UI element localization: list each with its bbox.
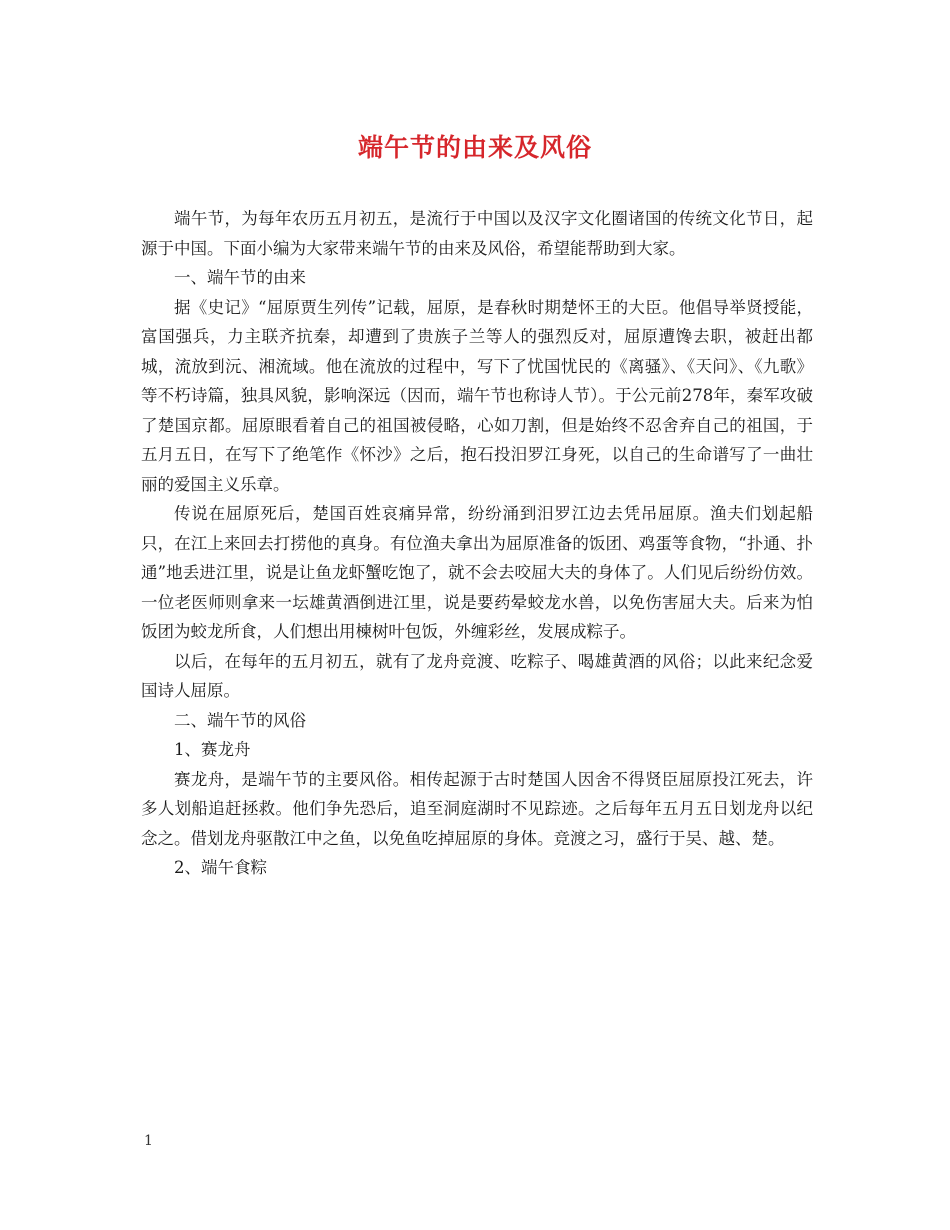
- document-body: [141, 204, 813, 883]
- subheading-zongzi: 2、端午食粽: [174, 858, 267, 877]
- paragraph-dragon-boat: 赛龙舟，是端午节的主要风俗。相传起源于古时楚国人因舍不得贤臣屈原投江死去，许多人划船追赶拯救。他们争先恐后，追至洞庭湖时不见踪迹。之后每年五月五日划龙舟以纪念之。借划龙舟驱散江中之鱼，以免鱼吃掉屈原的身体。竞渡之习，盛行于吴、越、楚。: [141, 769, 813, 848]
- section-heading-origin: 一、端午节的由来: [174, 268, 306, 287]
- paragraph-origin-legend: 传说在屈原死后，楚国百姓哀痛异常，纷纷涌到汨罗江边去凭吊屈原。渔夫们划起船只，在江上来回去打捞他的真身。有位渔夫拿出为屈原准备的饭团、鸡蛋等食物，“扑通、扑通”地丢进江里，说是让鱼龙虾蟹吃饱了，就不会去咬屈大夫的身体了。人们见后纷纷仿效。一位老医师则拿来一坛雄黄酒倒进江里，说是要药晕蛟龙水兽，以免伤害屈大夫。后来为怕饭团为蛟龙所食，人们想出用楝树叶包饭，外缠彩丝，发展成粽子。: [141, 504, 813, 641]
- section-heading-customs: 二、端午节的风俗: [174, 710, 306, 730]
- subheading-dragon-boat: 1、赛龙舟: [174, 740, 251, 759]
- document-title: 端午节的由来及风俗: [357, 133, 592, 162]
- page-number: 1: [144, 1133, 153, 1149]
- paragraph-intro: 端午节，为每年农历五月初五，是流行于中国以及汉字文化圈诸国的传统文化节日，起源于中国。下面小编为大家带来端午节的由来及风俗，希望能帮助到大家。: [141, 209, 813, 258]
- paragraph-origin-shiji: 据《史记》“屈原贾生列传”记载，屈原，是春秋时期楚怀王的大臣。他倡导举贤授能，富国强兵，力主联齐抗秦，却遭到了贵族子兰等人的强烈反对，屈原遭馋去职，被赶出都城，流放到沅、湘流域。他在流放的过程中，写下了忧国忧民的《离骚》、《天问》、《九歌》等不朽诗篇，独具风貌，影响深远（因而，端午节也称诗人节）。于公元前278年，秦军攻破了楚国京都。屈原眼看着自己的祖国被侵略，心如刀割，但是始终不忍舍弃自己的祖国，于五月五日，在写下了绝笔作《怀沙》之后，抱石投汨罗江身死，以自己的生命谱写了一曲壮丽的爱国主义乐章。: [141, 297, 813, 494]
- paragraph-origin-custom: 以后，在每年的五月初五，就有了龙舟竞渡、吃粽子、喝雄黄酒的风俗；以此来纪念爱国诗人屈原。: [141, 651, 813, 700]
